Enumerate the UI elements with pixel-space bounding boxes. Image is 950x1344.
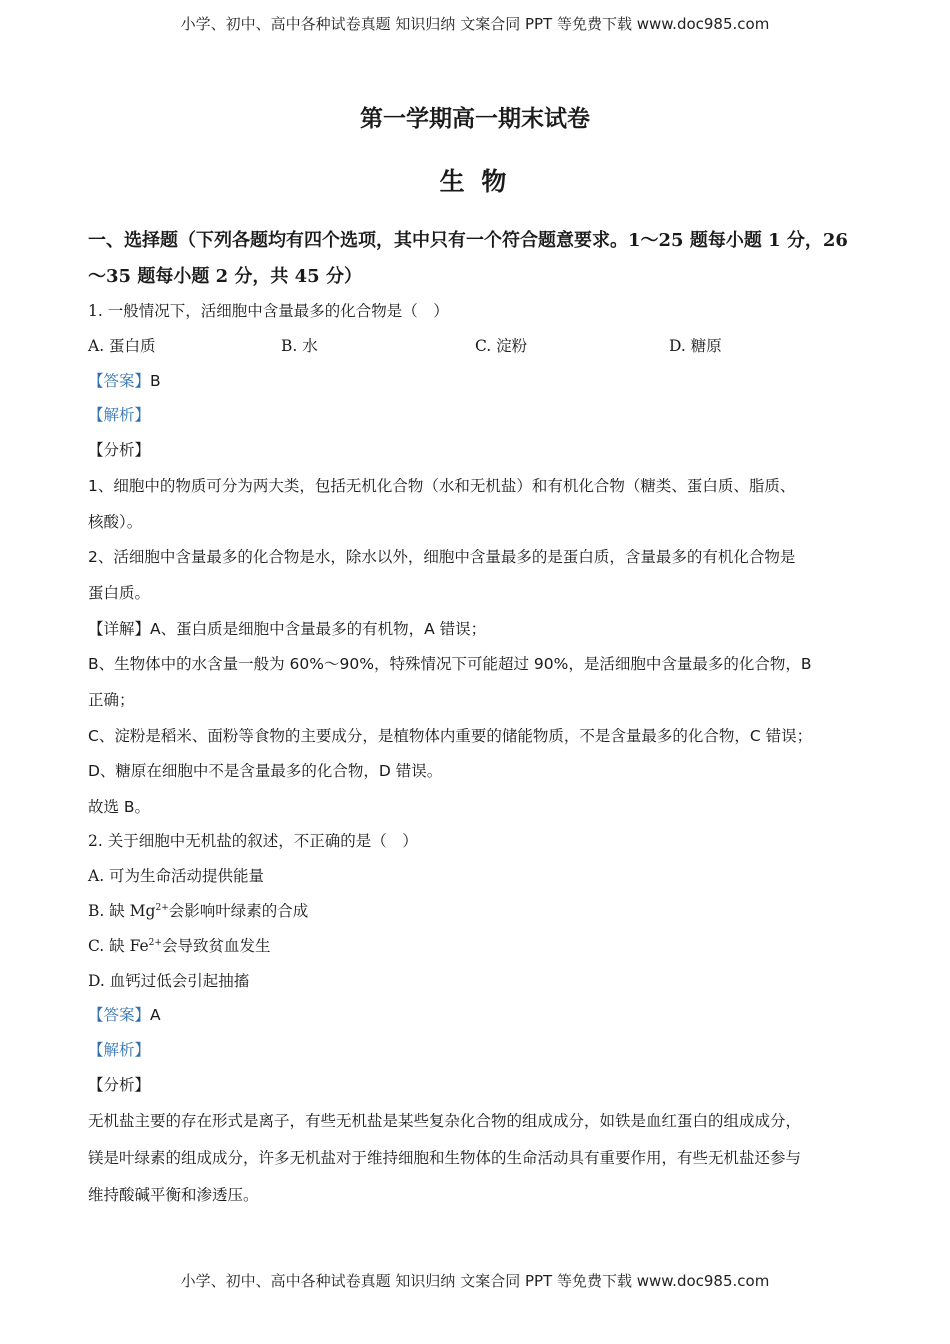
q1-fenxi-line: 2、活细胞中含量最多的化合物是水，除水以外，细胞中含量最多的是蛋白质，含量最多的有机化合物是 <box>88 548 796 566</box>
q2-fenxi-line: 维持酸碱平衡和渗透压。 <box>88 1186 259 1204</box>
q1-detail-line: B、生物体中的水含量一般为 60%～90%，特殊情况下可能超过 90%，是活细胞中含量最多的化合物，B <box>88 655 812 673</box>
q1-stem: 1. 一般情况下，活细胞中含量最多的化合物是（ ） <box>88 302 449 320</box>
answer-value: B <box>150 372 161 390</box>
q2-analysis-tag: 【解析】 <box>88 1041 151 1059</box>
answer-tag: 【答案】 <box>88 372 151 390</box>
q1-answer <box>88 369 161 391</box>
option-text: 会导致贫血发生 <box>161 937 271 955</box>
q2-option-a: A. 可为生命活动提供能量 <box>88 867 265 885</box>
exam-title: 第一学期高一期末试卷 <box>360 105 590 132</box>
q1-option-c: C. 淀粉 <box>475 337 528 355</box>
q1-option-b: B. 水 <box>281 337 318 355</box>
option-text: C. 缺 Fe <box>88 937 149 955</box>
q1-option-a: A. 蛋白质 <box>88 337 156 355</box>
section-heading-line2: ～35 题每小题 2 分，共 45 分） <box>88 266 362 287</box>
page-header: 小学、初中、高中各种试卷真题 知识归纳 文案合同 PPT 等免费下载 www.doc985.com <box>180 15 770 33</box>
answer-tag: 【答案】 <box>88 1006 151 1024</box>
detail-text: A、蛋白质是细胞中含量最多的有机物，A 错误； <box>150 620 487 638</box>
option-text: 会影响叶绿素的合成 <box>168 902 309 920</box>
section-heading-line1: 一、选择题（下列各题均有四个选项，其中只有一个符合题意要求。1～25 题每小题 1 分，26 <box>88 230 848 251</box>
q1-fenxi-line: 1、细胞中的物质可分为两大类，包括无机化合物（水和无机盐）和有机化合物（糖类、蛋白质、脂质、 <box>88 477 796 495</box>
q1-option-d: D. 糖原 <box>669 337 722 355</box>
q2-stem: 2. 关于细胞中无机盐的叙述，不正确的是（ ） <box>88 832 418 850</box>
q1-detail-line: D、糖原在细胞中不是含量最多的化合物，D 错误。 <box>88 762 443 780</box>
q1-fenxi-line: 核酸）。 <box>88 513 143 531</box>
q2-fenxi-tag: 【分析】 <box>88 1076 151 1094</box>
q1-fenxi-line: 蛋白质。 <box>88 584 151 602</box>
detail-tag: 【详解】 <box>88 620 151 638</box>
subject-title: 生 物 <box>439 167 511 196</box>
q2-fenxi-line: 镁是叶绿素的组成成分，许多无机盐对于维持细胞和生物体的生命活动具有重要作用，有些无机盐还参与 <box>88 1149 802 1167</box>
q1-detail-line <box>88 617 486 639</box>
q2-answer <box>88 1003 161 1025</box>
superscript: 2+ <box>148 938 162 948</box>
q2-option-c <box>88 934 270 956</box>
answer-value: A <box>150 1006 161 1024</box>
q1-detail-line: 正确； <box>88 691 135 709</box>
q1-detail-line: C、淀粉是稻米、面粉等食物的主要成分，是植物体内重要的储能物质，不是含量最多的化合物，C 错误； <box>88 727 813 745</box>
option-text: B. 缺 Mg <box>88 902 156 920</box>
superscript: 2+ <box>155 903 169 913</box>
q2-fenxi-line: 无机盐主要的存在形式是离子，有些无机盐是某些复杂化合物的组成成分，如铁是血红蛋白的组成成分， <box>88 1112 802 1130</box>
page-footer: 小学、初中、高中各种试卷真题 知识归纳 文案合同 PPT 等免费下载 www.doc985.com <box>180 1272 770 1290</box>
q2-option-b <box>88 899 308 921</box>
q1-fenxi-tag: 【分析】 <box>88 441 151 459</box>
q2-option-d: D. 血钙过低会引起抽搐 <box>88 972 250 990</box>
q1-conclusion: 故选 B。 <box>88 798 151 816</box>
q1-analysis-tag: 【解析】 <box>88 406 151 424</box>
